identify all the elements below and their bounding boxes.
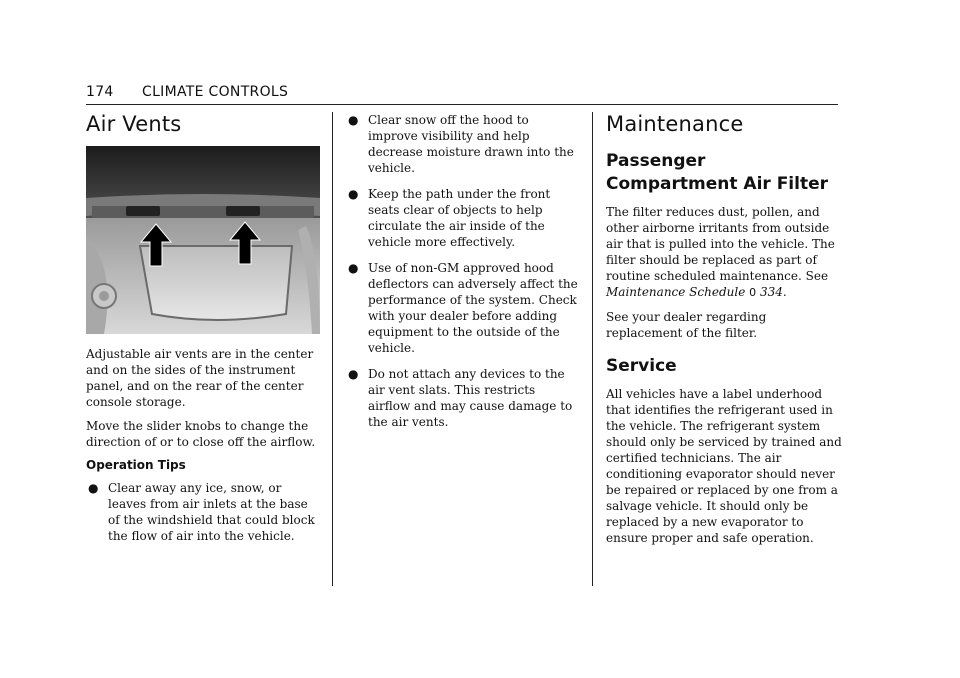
bullet-icon: ● bbox=[88, 481, 99, 495]
page-header bbox=[86, 82, 838, 105]
heading-operation-tips: Operation Tips bbox=[86, 458, 186, 472]
bullet-list bbox=[86, 480, 320, 544]
page-number: 174 bbox=[86, 84, 114, 100]
column-left bbox=[86, 112, 320, 554]
paragraph-slider-knobs: Move the slider knobs to change the direction of or to close off the airflow. bbox=[86, 419, 316, 449]
paragraph-filter-replacement: See your dealer regarding replacement of the filter. bbox=[606, 310, 767, 340]
list-item: ● Clear snow off the hood to improve visibility and help decrease moisture drawn into the vehicle. bbox=[348, 113, 574, 175]
list-item: ● Use of non-GM approved hood deflectors can adversely affect the performance of the system. Check with your dealer before adding equipment to the outside of the vehicle. bbox=[348, 261, 578, 355]
column-right bbox=[606, 112, 842, 554]
paragraph-service: All vehicles have a label underhood that identifies the refrigerant used in the vehicle. The refrigerant system should only be serviced by trained and certified technicians. The air conditioning evaporator should never be repaired or replaced by one from a salvage vehicle. It should only be replaced by a new evaporator to ensure proper and safe operation. bbox=[606, 387, 842, 545]
section-title: CLIMATE CONTROLS bbox=[142, 84, 289, 100]
column-middle bbox=[346, 112, 578, 440]
list-item: ● Do not attach any devices to the air vent slats. This restricts airflow and may cause damage to the air vents. bbox=[348, 367, 573, 429]
bullet-icon: ● bbox=[348, 367, 359, 381]
heading-air-filter: Passenger Compartment Air Filter bbox=[606, 151, 829, 194]
page-reference-icon: 0 bbox=[749, 286, 757, 299]
bullet-list bbox=[346, 112, 578, 430]
heading-air-vents: Air Vents bbox=[86, 112, 182, 136]
list-item: ● Keep the path under the front seats clear of objects to help circulate the air inside of the vehicle more effectively. bbox=[348, 187, 551, 249]
dashboard-air-vents-illustration bbox=[86, 146, 320, 334]
maintenance-schedule-link[interactable]: Maintenance Schedule bbox=[606, 285, 746, 299]
list-item: ● Clear away any ice, snow, or leaves from air inlets at the base of the windshield that could block the flow of air into the vehicle. bbox=[88, 481, 315, 543]
heading-service: Service bbox=[606, 356, 677, 376]
page-reference-number[interactable]: 334. bbox=[756, 285, 787, 299]
column-divider bbox=[332, 112, 333, 586]
bullet-icon: ● bbox=[348, 187, 359, 201]
paragraph-vents-location: Adjustable air vents are in the center and on the sides of the instrument panel, and on the rear of the center console storage. bbox=[86, 347, 314, 409]
paragraph-filter: The filter reduces dust, pollen, and other airborne irritants from outside air that is pulled into the vehicle. The filter should be replaced as part of routine scheduled maintenance. See Maintenance Schedule 0 334. bbox=[606, 205, 835, 299]
bullet-icon: ● bbox=[348, 113, 359, 127]
heading-maintenance: Maintenance bbox=[606, 112, 744, 136]
column-divider bbox=[592, 112, 593, 586]
bullet-icon: ● bbox=[348, 261, 359, 275]
